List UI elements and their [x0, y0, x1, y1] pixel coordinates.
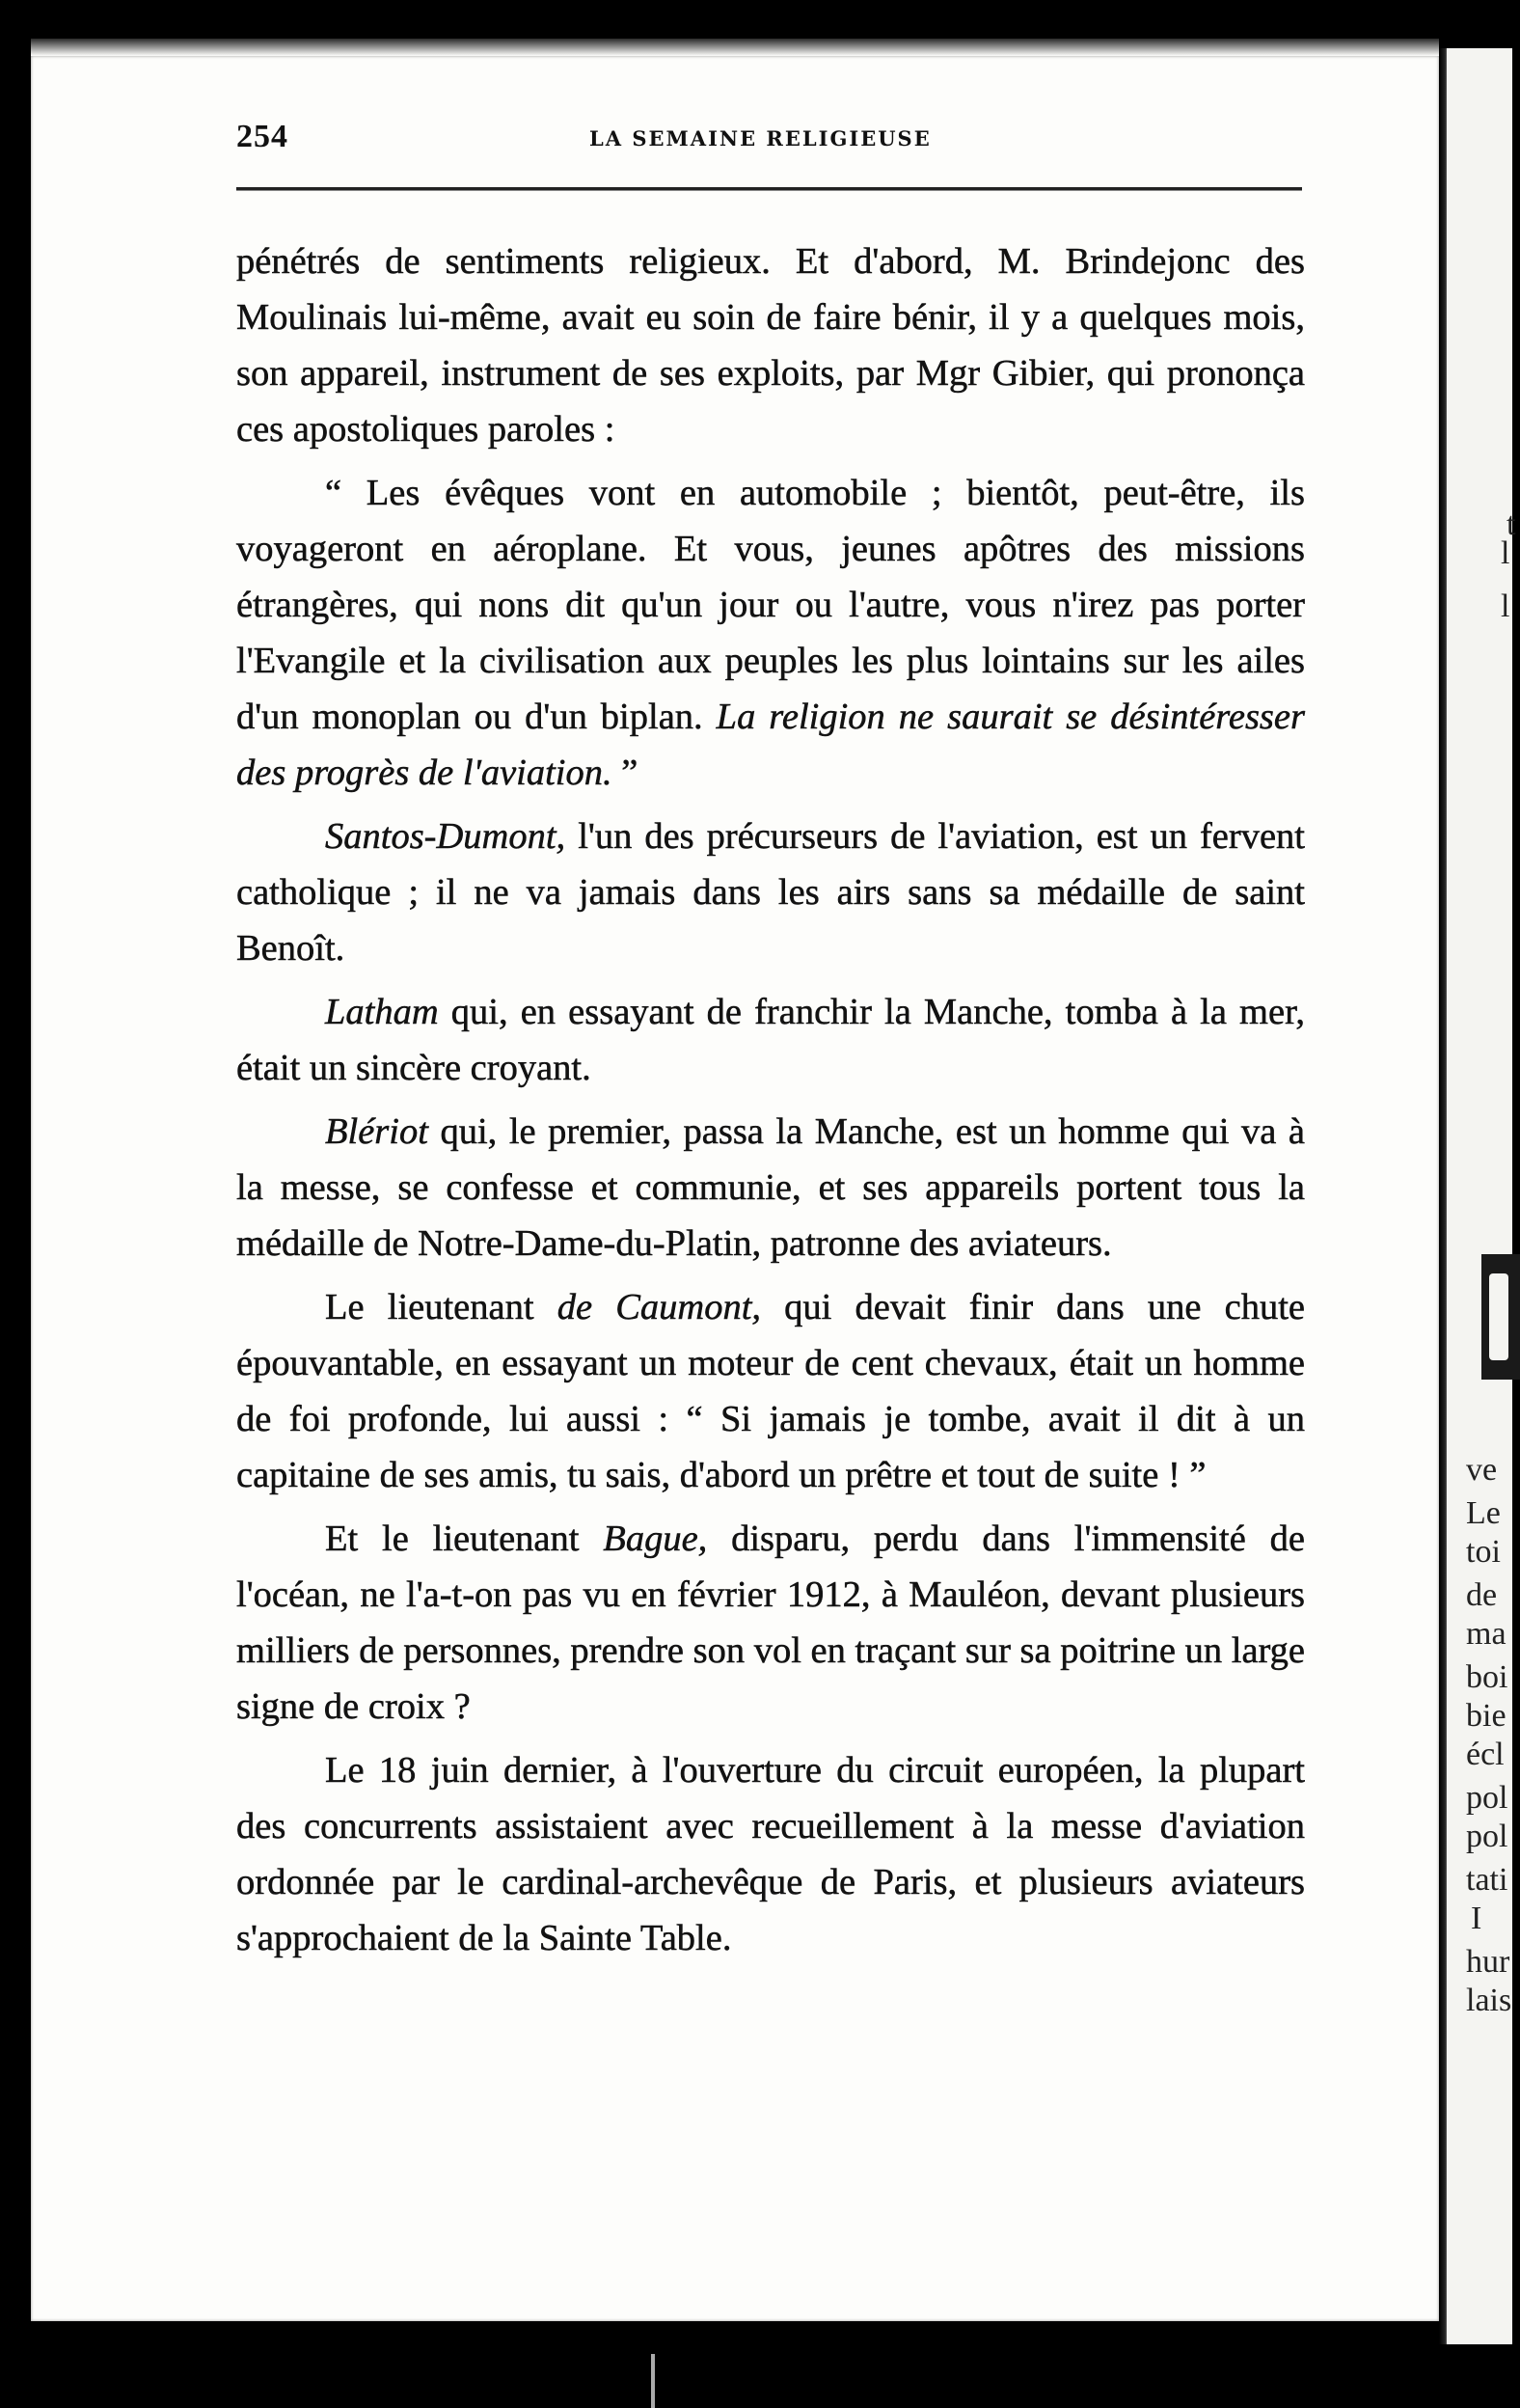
paragraph: [236, 1279, 1305, 1503]
adjacent-page-fragment: Le: [1466, 1495, 1501, 1531]
paragraph: [236, 808, 1305, 976]
adjacent-page-fragment: écl: [1466, 1737, 1505, 1772]
page-top-shadow: [31, 39, 1439, 56]
italic-run: de Caumont,: [556, 1287, 762, 1327]
adjacent-page-fragment: tati: [1466, 1862, 1508, 1898]
adjacent-page-fragment: t: [1506, 506, 1516, 542]
text-run: Le lieutenant: [325, 1287, 557, 1327]
header-rule: [236, 187, 1302, 190]
italic-run: Santos-Dumont,: [325, 816, 566, 857]
paragraph: [236, 1742, 1305, 1966]
running-title: LA SEMAINE RELIGIEUSE: [589, 126, 932, 150]
text-run: qui devait finir dans une chute épouvantable, en essayant un moteur de cent chevaux, était un homme de foi profonde, lui aussi : “ Si jamais je tombe, avait il dit à un capitaine de ses amis, tu sais, d'abord un prêtre et tout de suite ! ”: [236, 1287, 1305, 1495]
italic-run: Bague,: [603, 1519, 708, 1559]
adjacent-page-fragment: I: [1471, 1901, 1482, 1936]
text-run: pénétrés de sentiments religieux. Et d'abord, M. Brindejonc des Moulinais lui-même, avait eu soin de faire bénir, il y a quelques mois, son appareil, instrument de ses exploits, par Mgr Gibier, qui prononça ces apostoliques paroles :: [236, 241, 1305, 450]
text-run: “ Les évêques vont en automobile ; bientôt, peut-être, ils voyageront en aéroplane. Et vous, jeunes apôtres des missions étrangères, qui nons dit qu'un jour ou l'autre, vous n'irez pas porter l'Evangile et la civilisation aux peuples les plus lointains sur les ailes d'un monoplan ou d'un biplan.: [236, 473, 1305, 737]
paragraph: [236, 233, 1305, 457]
paragraph: [236, 1104, 1305, 1272]
paragraph: [236, 465, 1305, 801]
adjacent-page-fragment: ve: [1466, 1452, 1498, 1488]
page-header: [236, 119, 1302, 157]
adjacent-page-fragment: boi: [1466, 1659, 1508, 1695]
text-run: qui, en essayant de franchir la Manche, tomba à la mer, était un sincère croyant.: [236, 992, 1305, 1088]
text-run: Le 18 juin dernier, à l'ouverture du circuit européen, la plupart des concurrents assistaient avec recueillement à la messe d'aviation ordonnée par le cardinal-archevêque de Paris, et plusieurs aviateurs s'approchaient de la Sainte Table.: [236, 1750, 1305, 1958]
adjacent-page-fragment: l: [1501, 588, 1510, 624]
text-run: disparu, perdu dans l'immensité de l'océan, ne l'a-t-on pas vu en février 1912, à Mauléon, devant plusieurs milliers de personnes, prendre son vol en traçant sur sa poitrine un large signe de croix ?: [236, 1519, 1305, 1727]
article-body: [236, 233, 1305, 1974]
adjacent-page-fragment: l: [1501, 535, 1510, 571]
text-run: Et le lieutenant: [325, 1519, 604, 1559]
ornament-initial: [1481, 1254, 1520, 1380]
page-number: 254: [236, 119, 288, 154]
adjacent-page-fragment: lais: [1466, 1983, 1512, 2018]
adjacent-page-fragment: bie: [1466, 1698, 1506, 1734]
text-run: l'un des précurseurs de l'aviation, est un fervent catholique ; il ne va jamais dans les airs sans sa médaille de saint Benoît.: [236, 816, 1305, 969]
italic-run: La religion ne saurait se désintéresser des progrès de l'aviation.: [236, 697, 1305, 793]
paragraph: [236, 1511, 1305, 1735]
italic-run: Latham: [325, 992, 439, 1032]
adjacent-page-fragment: pol: [1466, 1780, 1508, 1816]
adjacent-page-fragment: toi: [1466, 1534, 1501, 1570]
adjacent-page-fragment: pol: [1466, 1819, 1508, 1854]
paragraph: [236, 984, 1305, 1096]
text-run: ”: [611, 752, 638, 793]
adjacent-page-fragment: hur: [1466, 1944, 1510, 1980]
adjacent-page-fragment: ma: [1466, 1616, 1506, 1652]
text-run: qui, le premier, passa la Manche, est un homme qui va à la messe, se confesse et communie, et ses appareils portent tous la médaille de Notre-Dame-du-Platin, patronne des aviateurs.: [236, 1111, 1305, 1264]
adjacent-page-fragment: de: [1466, 1577, 1498, 1613]
scan-scratch: [651, 2354, 655, 2408]
italic-run: Blériot: [325, 1111, 428, 1152]
